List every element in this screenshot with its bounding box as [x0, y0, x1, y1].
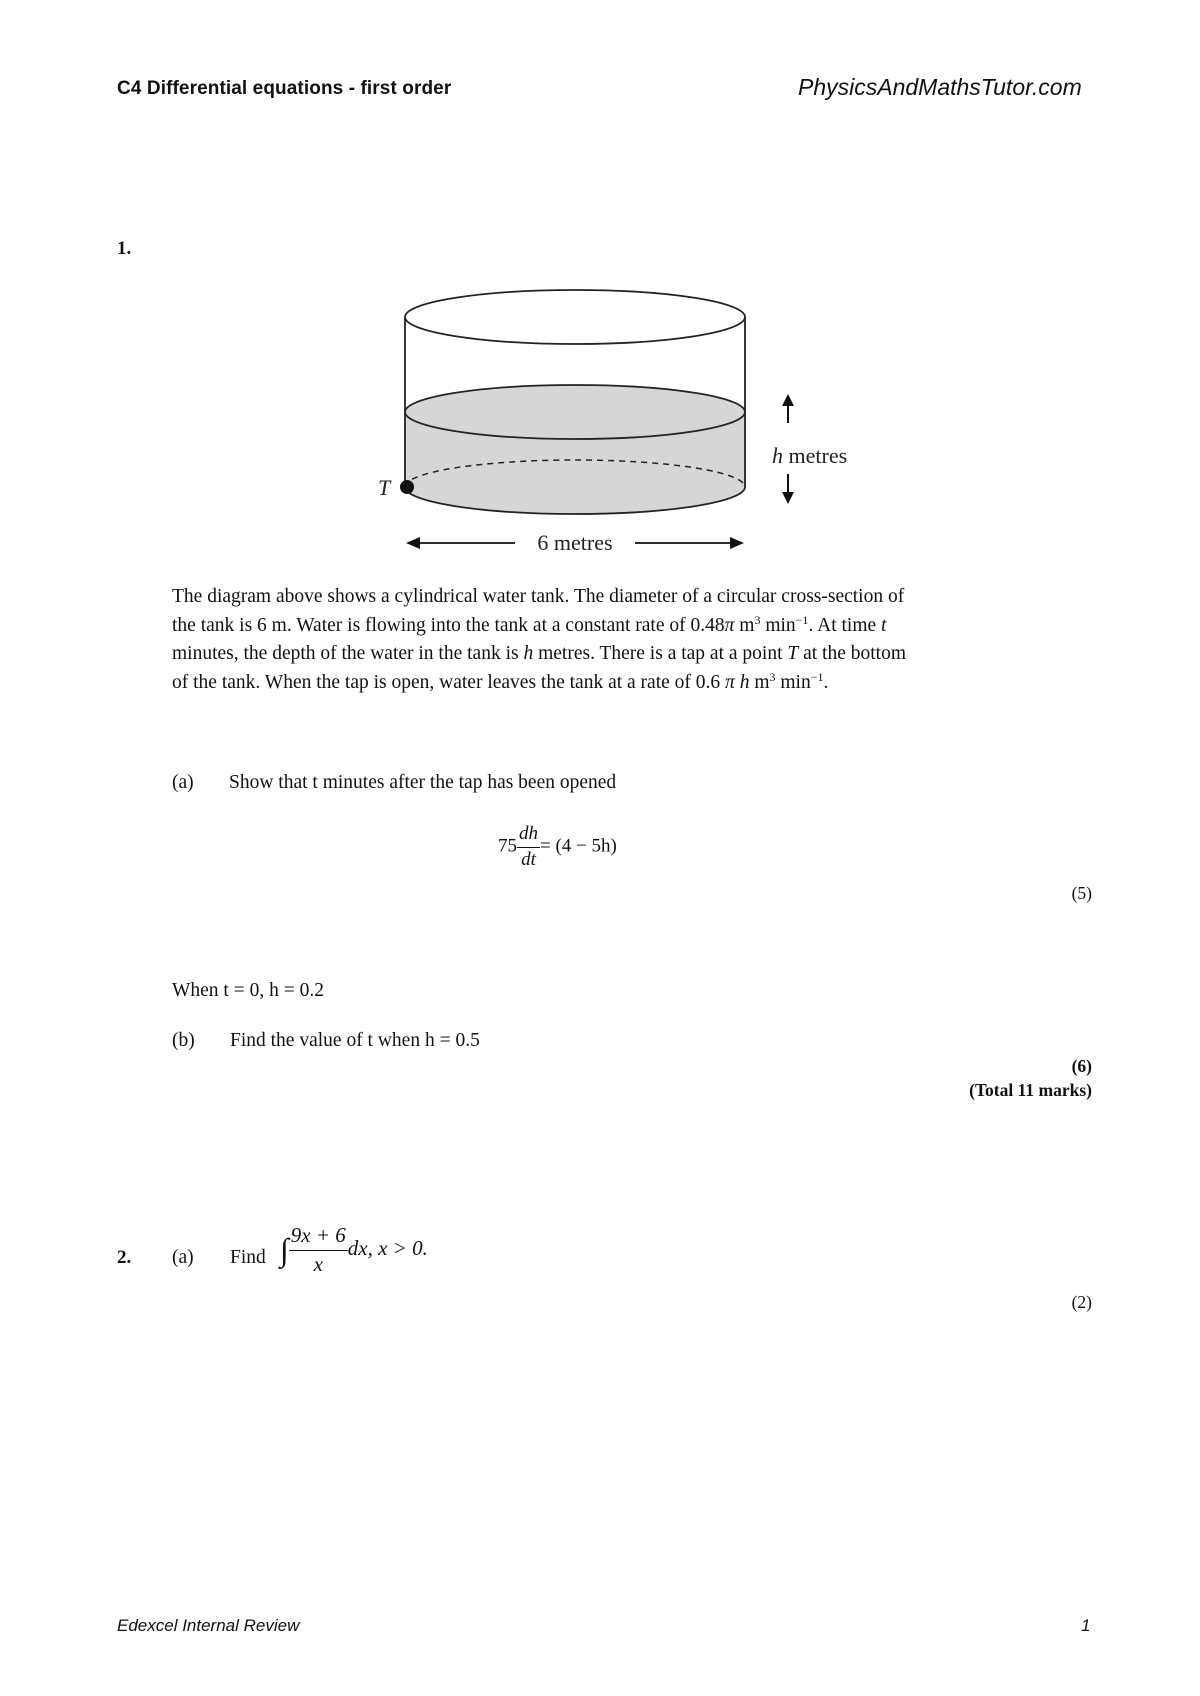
water-surface: [405, 385, 745, 439]
site-name: PhysicsAndMathsTutor.com: [798, 74, 1082, 100]
question-2-find: Find: [230, 1247, 266, 1268]
question-1-total-marks: (Total 11 marks): [969, 1080, 1092, 1100]
integrand-fraction: [289, 1223, 348, 1277]
question-2-number: 2.: [117, 1247, 132, 1268]
h-arrow-down-head: [782, 492, 794, 504]
equation-numerator: dh: [517, 823, 540, 848]
part-a-label: (a): [172, 772, 194, 793]
integral-tail: dx, x > 0.: [347, 1235, 428, 1260]
tap-label: T: [378, 475, 391, 500]
question-2-part-a-marks: (2): [1071, 1292, 1092, 1312]
document-title: C4 Differential equations - first order: [117, 78, 452, 99]
width-arrow-right-head: [730, 537, 744, 549]
equation-denominator: dt: [521, 849, 536, 870]
part-a-marks: (5): [1071, 883, 1092, 903]
footer-source: Edexcel Internal Review: [117, 1616, 300, 1635]
part-b-label: (b): [172, 1030, 195, 1051]
width-arrow-left-head: [406, 537, 420, 549]
h-label: h metres: [772, 443, 848, 468]
question-2-part-a-label: (a): [172, 1247, 194, 1268]
part-a-text: Show that t minutes after the tap has been opened: [229, 772, 617, 793]
question-1-number: 1.: [117, 238, 132, 259]
equation-rhs: = (4 − 5h): [540, 835, 617, 857]
equation-coefficient: 75: [498, 835, 517, 857]
h-arrow-up-head: [782, 394, 794, 406]
part-b-text: Find the value of t when h = 0.5: [230, 1030, 480, 1051]
part-b-marks: (6): [1071, 1056, 1092, 1076]
integral-sign: ∫: [280, 1231, 289, 1268]
question-1-description: [172, 583, 1032, 697]
width-label: 6 metres: [537, 530, 613, 555]
para-line-3: minutes, the depth of the water in the tank is h metres. There is a tap at a point T at the bottom: [172, 643, 906, 664]
integral-expression: [280, 1223, 428, 1277]
para-line-1: The diagram above shows a cylindrical water tank. The diameter of a circular cross-section of: [172, 586, 905, 607]
tank-top-rim: [405, 290, 745, 344]
tap-point: [400, 480, 414, 494]
para-line-4: of the tank. When the tap is open, water leaves the tank at a rate of 0.6 π h $m^3$ $\min^{-1}$.: [172, 669, 829, 693]
page-number: 1: [1081, 1616, 1091, 1635]
integrand-numerator: 9x + 6: [289, 1223, 348, 1251]
para-line-2: the tank is 6 m. Water is flowing into the tank at a constant rate of 0.48π $m^3$ $\min^{-1}$. At time t: [172, 612, 887, 636]
differential-equation: [498, 823, 617, 871]
initial-condition: When t = 0, h = 0.2: [172, 980, 324, 1001]
integrand-denominator: x: [313, 1252, 323, 1276]
equation-fraction: [517, 823, 540, 871]
cylinder-tank-diagram: [360, 280, 880, 560]
